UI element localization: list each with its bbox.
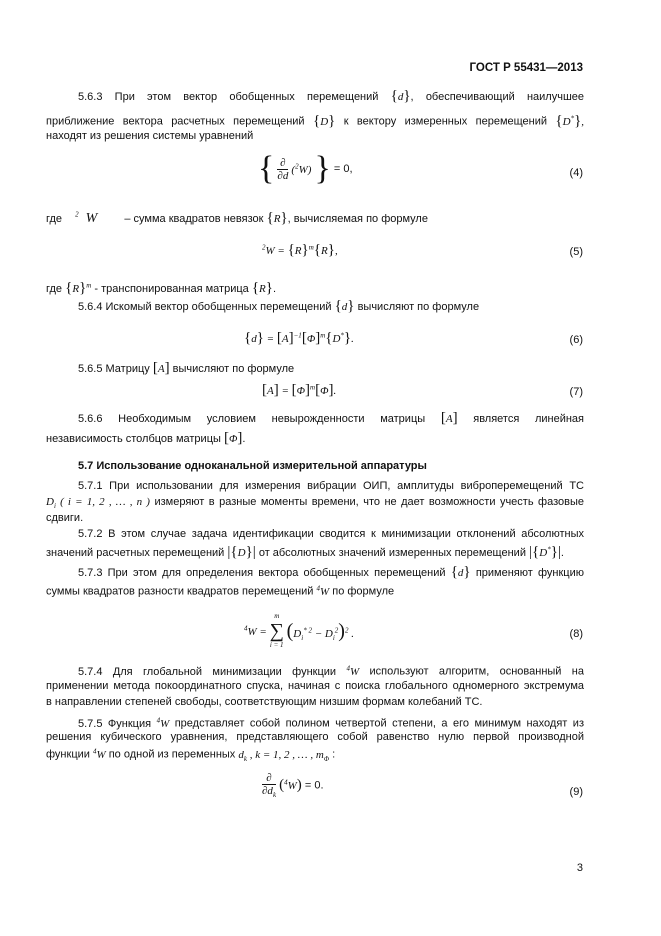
text-fragment: 5.6.4 Искомый вектор обобщенных перемещений bbox=[78, 301, 332, 313]
text-fragment: используют алгоритм, основанный на bbox=[369, 665, 584, 678]
vector-R: {R} bbox=[251, 280, 273, 296]
sum-operator: m ∑ i = 1 bbox=[269, 612, 284, 649]
equation-number-8: (8) bbox=[569, 628, 583, 640]
matrix-A: [A] bbox=[440, 410, 458, 426]
section-5-7-title: 5.7 Использование одноканальной измерительной аппаратуры bbox=[78, 460, 427, 472]
where-line-1 bbox=[46, 210, 428, 227]
text-fragment: от абсолютных значений измеренных перемещений bbox=[258, 547, 526, 559]
matrix-A: [A] bbox=[152, 360, 170, 376]
text-fragment: суммы квадратов разности квадратов перемещений bbox=[46, 585, 314, 598]
brace-right: } bbox=[314, 150, 331, 187]
text-fragment: к вектору измеренных перемещений bbox=[343, 115, 548, 128]
paragraph-5-7-3-line1 bbox=[46, 564, 584, 581]
equation-8: $^4$W = m ∑ i = 1 $(D_i^{* 2} - D_i^2)^2$ . bbox=[244, 612, 354, 649]
w4-symbol: $^4$W bbox=[316, 584, 330, 598]
text-fragment: по формуле bbox=[332, 585, 395, 598]
text-fragment: представляет собой полином четвертой степени, а его минимум находят из bbox=[174, 717, 584, 730]
text-fragment: независимость столбцов матрицы bbox=[46, 433, 221, 445]
paragraph-5-6-6-line1 bbox=[46, 410, 584, 427]
paragraph-5-6-4 bbox=[78, 298, 479, 315]
eq-tail: = 0. bbox=[304, 779, 324, 792]
w4-symbol: $^4$W bbox=[156, 716, 170, 730]
paragraph-5-7-4-line3: в направлении степеней свободы, соответствующим низшим формам колебаний ТС. bbox=[46, 696, 483, 708]
equation-9 bbox=[262, 772, 324, 799]
paragraph-5-6-5 bbox=[78, 360, 294, 377]
w4-symbol: $^4$W bbox=[346, 664, 360, 678]
equation-5: $^2W = \{R\}^т\{R\}$, bbox=[262, 242, 338, 258]
text-fragment: является линейная bbox=[473, 413, 584, 425]
text-fragment: 5.6.3 При этом вектор обобщенных перемещений bbox=[78, 91, 379, 103]
paragraph-5-7-1-line3: сдвиги. bbox=[46, 512, 84, 524]
text-fragment: . bbox=[242, 433, 246, 445]
text-fragment: , обеспечивающий наилучшее bbox=[410, 91, 584, 103]
equation-4 bbox=[258, 150, 353, 188]
paragraph-5-7-4-line2: применении метода покоординатного спуска, начиная с поиска глобального одномерного экстремума bbox=[46, 680, 584, 692]
equation-number-6: (6) bbox=[569, 334, 583, 346]
text-fragment: вычисляют по формуле bbox=[357, 301, 480, 313]
variable-dk: $d_k$ , k = 1, 2 , … , $m_\Phi$ bbox=[238, 748, 330, 763]
text-fragment: , вычисляемая по формуле bbox=[287, 213, 428, 225]
text-fragment: - транспонированная матрица bbox=[94, 283, 249, 295]
partial-fraction: $\frac{\partial}{\partial d}$ bbox=[277, 156, 289, 182]
vector-d: {d} bbox=[334, 298, 355, 314]
text-fragment: где bbox=[46, 213, 63, 225]
text-fragment: – сумма квадратов невязок bbox=[124, 213, 264, 225]
text-fragment: значений расчетных перемещений bbox=[46, 547, 225, 559]
equation-7: $[A] = [\Phi]^т[\Phi]$. bbox=[262, 382, 337, 398]
equation-number-4: (4) bbox=[569, 167, 583, 179]
text-fragment: 5.7.5 Функция bbox=[78, 717, 152, 730]
eq-tail: = 0, bbox=[333, 163, 353, 175]
paragraph-5-7-2-line1 bbox=[46, 526, 584, 542]
w2-symbol: $^2$ W bbox=[75, 210, 98, 226]
w4-symbol: $^4$W bbox=[92, 747, 106, 761]
paragraph-5-7-2-line2 bbox=[46, 544, 564, 561]
text-fragment: . bbox=[272, 283, 277, 295]
text-fragment: 5.6.6 Необходимым условием невырожденности матрицы bbox=[78, 413, 426, 425]
paragraph-5-7-5-line3 bbox=[46, 747, 335, 763]
text-fragment: : bbox=[332, 748, 336, 761]
vector-R: {R} bbox=[266, 210, 288, 226]
vector-d: {d} bbox=[390, 88, 411, 104]
text-fragment: 5.6.5 Матрицу bbox=[78, 363, 150, 375]
text-fragment: где bbox=[46, 283, 63, 295]
paragraph-5-6-3-line2 bbox=[46, 110, 584, 130]
w4-term: ($^4$W) bbox=[279, 777, 302, 794]
abs-vector-D-star: |{D*}| bbox=[529, 544, 561, 560]
partial-fraction: $\frac{\partial}{\partial d_k}$ bbox=[262, 772, 277, 800]
text-fragment: приближение вектора расчетных перемещений bbox=[46, 115, 305, 128]
paragraph-5-7-5-line2: решения кубического уравнения, представляющего собой равенство нулю первой производной bbox=[46, 731, 584, 743]
w2-term: ($^2$W) bbox=[291, 162, 312, 176]
text-fragment: измеряют в разные моменты времени, что не дает возможности учесть фазовые bbox=[154, 496, 585, 508]
matrix-Phi: [Φ] bbox=[223, 430, 243, 446]
text-fragment: функции bbox=[46, 748, 90, 761]
equation-number-5: (5) bbox=[569, 246, 583, 258]
vector-d: {d} bbox=[450, 564, 471, 580]
brace-left: { bbox=[258, 150, 275, 187]
where-line-2 bbox=[46, 280, 276, 297]
paragraph-5-6-3-line1 bbox=[46, 88, 584, 105]
paragraph-5-6-3-line3: находят из решения системы уравнений bbox=[46, 130, 254, 142]
vector-D-star: {D*}, bbox=[555, 112, 585, 129]
abs-vector-D: |{D}| bbox=[227, 544, 256, 560]
vector-D: {D} bbox=[312, 112, 336, 129]
text-fragment: 5.7.2 В этом случае задача идентификации сводится к минимизации отклонений абсолютных bbox=[78, 528, 584, 540]
vector-R-transposed: $\{R\}^т$ bbox=[65, 280, 92, 296]
paragraph-5-7-3-line2 bbox=[46, 584, 394, 598]
text-fragment: 5.7.4 Для глобальной минимизации функции bbox=[78, 665, 337, 678]
paragraph-5-7-4-line1 bbox=[46, 660, 584, 680]
paragraph-5-6-6-line2 bbox=[46, 430, 245, 447]
text-fragment: 5.7.3 При этом для определения вектора обобщенных перемещений bbox=[78, 567, 446, 579]
equation-number-7: (7) bbox=[569, 386, 583, 398]
page-number: 3 bbox=[576, 862, 583, 874]
document-header: ГОСТ Р 55431—2013 bbox=[469, 62, 583, 74]
text-fragment: 5.7.1 При использовании для измерения вибрации ОИП, амплитуды виброперемещений ТС bbox=[78, 480, 584, 492]
text-fragment: по одной из переменных bbox=[108, 748, 236, 761]
equation-number-9: (9) bbox=[569, 786, 583, 798]
paragraph-5-7-1-line1 bbox=[46, 478, 584, 494]
text-fragment: применяют функцию bbox=[475, 567, 584, 579]
text-fragment: вычисляют по формуле bbox=[172, 363, 295, 375]
text-fragment: . bbox=[560, 547, 564, 559]
equation-6: $\{d\} = [A]^{-1}[\Phi]^т\{D^*\}$. bbox=[244, 330, 354, 346]
amplitude-Di: $D_i$ ( i = 1, 2 , … , n ) bbox=[46, 496, 150, 511]
